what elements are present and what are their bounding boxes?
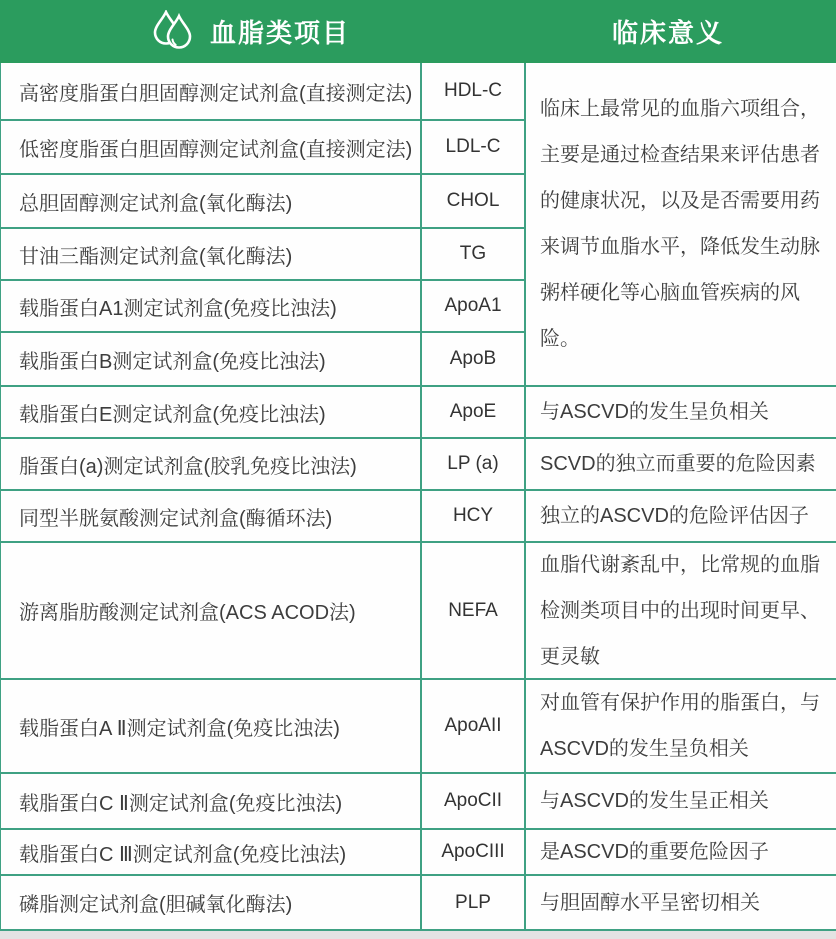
significance-text: 是ASCVD的重要危险因子 (540, 841, 769, 863)
reagent-name-cell: 载脂蛋白A Ⅱ测定试剂盒(免疫比浊法) (1, 680, 422, 774)
reagent-name-cell: 载脂蛋白A1测定试剂盒(免疫比浊法) (1, 281, 422, 333)
reagent-name-cell: 磷脂测定试剂盒(胆碱氧化酶法) (1, 876, 422, 931)
significance-text: 与ASCVD的发生呈正相关 (540, 790, 769, 812)
header-right-section (500, 13, 836, 50)
significance-cell (526, 830, 836, 876)
header-left-section (0, 10, 500, 54)
significance-text: 与ASCVD的发生呈负相关 (540, 401, 769, 423)
bottom-strip (0, 931, 836, 939)
abbreviation-cell: ApoCII (422, 774, 526, 830)
table-header-bar (0, 0, 836, 63)
significance-cell (526, 387, 836, 439)
significance-cell (526, 876, 836, 931)
reagent-name-cell: 低密度脂蛋白胆固醇测定试剂盒(直接测定法) (1, 121, 422, 175)
abbreviation-cell: ApoA1 (422, 281, 526, 333)
significance-text: 血脂代谢紊乱中，比常规的血脂检测类项目中的出现时间更早、更灵敏 (540, 553, 820, 668)
column-header-lipid-items: 血脂类项目 (209, 18, 350, 48)
reagent-name-cell: 游离脂肪酸测定试剂盒(ACS ACOD法) (1, 543, 422, 680)
abbreviation-cell: ApoB (422, 333, 526, 387)
abbreviation-cell: LP (a) (422, 439, 526, 491)
significance-cell-merged (526, 63, 836, 387)
abbreviation-cell: ApoCIII (422, 830, 526, 876)
abbreviation-cell: HCY (422, 491, 526, 543)
abbreviation-cell: ApoE (422, 387, 526, 439)
reagent-name-cell: 载脂蛋白C Ⅲ测定试剂盒(免疫比浊法) (1, 830, 422, 876)
reagent-name-cell: 载脂蛋白B测定试剂盒(免疫比浊法) (1, 333, 422, 387)
significance-text: SCVD的独立而重要的危险因素 (540, 453, 816, 475)
significance-text: 临床上最常见的血脂六项组合，主要是通过检查结果来评估患者的健康状况，以及是否需要用药来调节血脂水平，降低发生动脉粥样硬化等心脑血管疾病的风险。 (540, 98, 820, 350)
reagent-name-cell: 甘油三酯测定试剂盒(氧化酶法) (1, 229, 422, 281)
abbreviation-cell: LDL-C (422, 121, 526, 175)
reagent-name-cell: 脂蛋白(a)测定试剂盒(胶乳免疫比浊法) (1, 439, 422, 491)
reagent-name-cell: 高密度脂蛋白胆固醇测定试剂盒(直接测定法) (1, 63, 422, 121)
significance-cell (526, 491, 836, 543)
significance-cell (526, 680, 836, 774)
abbreviation-cell: HDL-C (422, 63, 526, 121)
significance-text: 对血管有保护作用的脂蛋白，与ASCVD的发生呈负相关 (540, 692, 820, 760)
reagent-name-cell: 总胆固醇测定试剂盒(氧化酶法) (1, 175, 422, 229)
abbreviation-cell: CHOL (422, 175, 526, 229)
significance-text: 与胆固醇水平呈密切相关 (540, 891, 760, 914)
significance-cell (526, 439, 836, 491)
reagent-name-cell: 同型半胱氨酸测定试剂盒(酶循环法) (1, 491, 422, 543)
abbreviation-cell: PLP (422, 876, 526, 931)
lipid-table (0, 63, 836, 931)
reagent-name-cell: 载脂蛋白C Ⅱ测定试剂盒(免疫比浊法) (1, 774, 422, 830)
significance-cell (526, 774, 836, 830)
reagent-name-cell: 载脂蛋白E测定试剂盒(免疫比浊法) (1, 387, 422, 439)
abbreviation-cell: ApoAII (422, 680, 526, 774)
abbreviation-cell: TG (422, 229, 526, 281)
abbreviation-cell: NEFA (422, 543, 526, 680)
significance-cell (526, 543, 836, 680)
column-header-clinical-significance: 临床意义 (611, 18, 724, 48)
double-droplet-icon (150, 10, 196, 54)
significance-text: 独立的ASCVD的危险评估因子 (540, 505, 809, 527)
